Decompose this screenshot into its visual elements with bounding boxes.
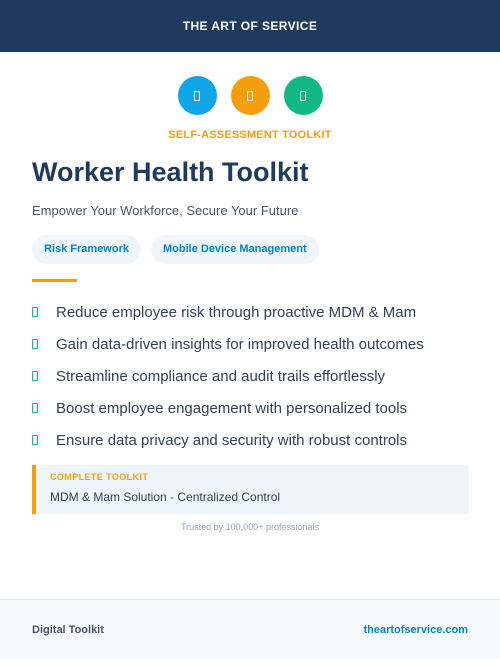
page-subtitle: Empower Your Workforce, Secure Your Future xyxy=(32,203,299,218)
feature-text: Gain data-driven insights for improved health outcomes xyxy=(56,335,424,353)
accent-divider xyxy=(32,279,77,282)
check-icon xyxy=(32,403,38,413)
tag-list xyxy=(32,235,319,264)
callout-value: MDM & Mam Solution - Centralized Control xyxy=(50,490,281,504)
trust-note: Trusted by 100,000+ professionals xyxy=(180,522,319,532)
check-icon xyxy=(32,339,38,349)
feature-text: Reduce employee risk through proactive MDM & Mam xyxy=(56,303,417,321)
footer-label: Digital Toolkit xyxy=(32,623,104,636)
list-item xyxy=(32,424,472,456)
list-item xyxy=(32,296,472,328)
list-item xyxy=(32,328,472,360)
kicker-label: SELF-ASSESSMENT TOOLKIT xyxy=(168,129,332,141)
feature-list xyxy=(32,296,472,456)
header-bar xyxy=(0,0,500,52)
document-icon xyxy=(284,76,323,115)
feature-text: Streamline compliance and audit trails effortlessly xyxy=(56,367,386,385)
tag-risk-framework: Risk Framework xyxy=(32,235,141,264)
brand-name: THE ART OF SERVICE xyxy=(182,19,318,33)
page-title: Worker Health Toolkit xyxy=(32,157,309,187)
check-icon xyxy=(32,435,38,445)
feature-text: Ensure data privacy and security with robust controls xyxy=(56,431,407,449)
document-icon xyxy=(231,76,270,115)
check-icon xyxy=(32,307,38,317)
document-icon xyxy=(178,76,217,115)
tag-mobile-device-management: Mobile Device Management xyxy=(151,235,319,264)
toolkit-callout xyxy=(32,465,469,514)
callout-label: COMPLETE TOOLKIT xyxy=(50,472,149,482)
list-item xyxy=(32,392,472,424)
feature-text: Boost employee engagement with personalized tools xyxy=(56,399,408,417)
footer-bar xyxy=(0,599,500,659)
check-icon xyxy=(32,371,38,381)
website-link[interactable]: theartofservice.com xyxy=(363,623,468,636)
icon-row xyxy=(0,76,500,115)
list-item xyxy=(32,360,472,392)
